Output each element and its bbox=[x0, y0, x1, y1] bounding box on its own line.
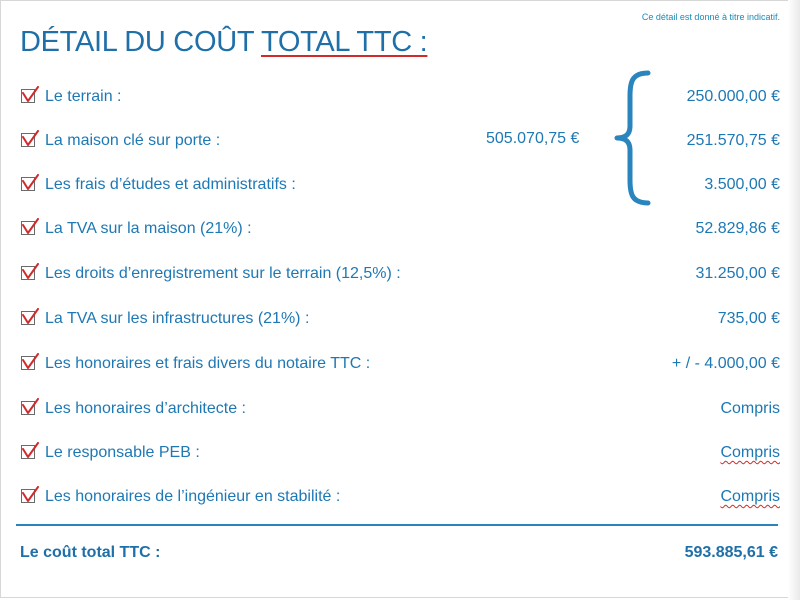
item-label: Les honoraires et frais divers du notaire TTC : bbox=[45, 355, 371, 372]
item-label: Le terrain : bbox=[45, 88, 122, 105]
total-label: Le coût total TTC : bbox=[20, 544, 161, 561]
item-amount: 3.500,00 € bbox=[704, 176, 780, 193]
disclaimer-note: Ce détail est donné à titre indicatif. bbox=[641, 12, 780, 22]
item-label: La TVA sur les infrastructures (21%) : bbox=[45, 310, 310, 327]
list-item-responsable-peb bbox=[20, 442, 780, 466]
checkbox-check-icon bbox=[20, 308, 40, 328]
item-label: La maison clé sur porte : bbox=[45, 132, 221, 149]
list-item-terrain bbox=[20, 86, 780, 110]
item-amount: + / - 4.000,00 € bbox=[671, 355, 780, 372]
total-value: 593.885,61 € bbox=[684, 544, 778, 561]
list-item-tva-infrastructures bbox=[20, 308, 780, 332]
title-underlined: TOTAL TTC : bbox=[260, 26, 428, 58]
list-item-ingenieur bbox=[20, 486, 780, 510]
item-label: La TVA sur la maison (21%) : bbox=[45, 220, 252, 237]
item-amount: 31.250,00 € bbox=[695, 265, 780, 282]
list-item-notaire bbox=[20, 353, 780, 377]
item-label: Les honoraires d’architecte : bbox=[45, 400, 246, 417]
item-label: Les frais d’études et administratifs : bbox=[45, 176, 296, 193]
checkbox-check-icon bbox=[20, 263, 40, 283]
item-amount: 735,00 € bbox=[717, 310, 780, 327]
item-amount: 52.829,86 € bbox=[695, 220, 780, 237]
checkbox-check-icon bbox=[20, 442, 40, 462]
item-label: Les honoraires de l’ingénieur en stabilité : bbox=[45, 488, 341, 505]
list-item-droits-enregistrement bbox=[20, 263, 780, 287]
checkbox-check-icon bbox=[20, 486, 40, 506]
page-title bbox=[20, 26, 427, 59]
list-item-frais-etudes bbox=[20, 174, 780, 198]
subtotal-amount: 505.070,75 € bbox=[486, 130, 580, 147]
list-item-tva-maison bbox=[20, 218, 780, 242]
checkbox-check-icon bbox=[20, 174, 40, 194]
item-amount: Compris bbox=[720, 488, 780, 505]
item-amount: 251.570,75 € bbox=[686, 132, 780, 149]
item-label: Les droits d’enregistrement sur le terrain (12,5%) : bbox=[45, 265, 401, 282]
curly-brace-icon bbox=[612, 70, 656, 206]
item-amount: 250.000,00 € bbox=[686, 88, 780, 105]
page-edge-shadow bbox=[788, 0, 800, 600]
checkbox-check-icon bbox=[20, 398, 40, 418]
item-amount: Compris bbox=[720, 400, 780, 417]
item-label: Le responsable PEB : bbox=[45, 444, 200, 461]
title-prefix: DÉTAIL DU COÛT bbox=[20, 26, 261, 58]
checkbox-check-icon bbox=[20, 353, 40, 373]
checkbox-check-icon bbox=[20, 130, 40, 150]
checkbox-check-icon bbox=[20, 218, 40, 238]
item-amount: Compris bbox=[720, 444, 780, 461]
total-divider bbox=[16, 524, 778, 526]
checkbox-check-icon bbox=[20, 86, 40, 106]
list-item-architecte bbox=[20, 398, 780, 422]
list-item-maison bbox=[20, 130, 780, 154]
